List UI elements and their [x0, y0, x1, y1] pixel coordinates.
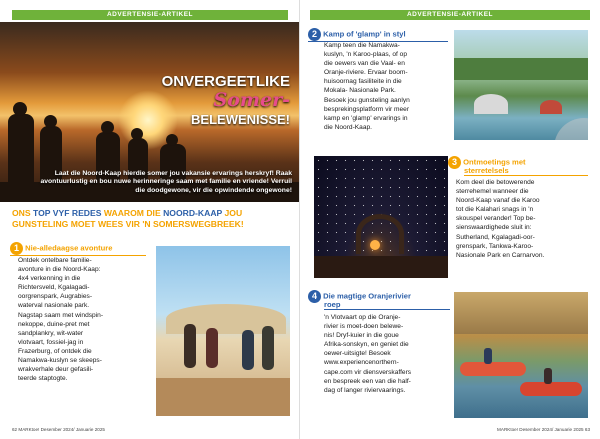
section2-line: die Noord-Kaap.	[324, 123, 373, 131]
headline-part2: TOP VYF REDES	[33, 208, 102, 218]
section1-line: nekoppe, duine-pret met	[18, 320, 90, 328]
section4-line: www.experiencenorthern-	[324, 359, 399, 367]
section3-line: sienswaardighede sluit in:	[456, 224, 532, 232]
section4-line: 'n Vlotvaart op die Oranje-	[324, 314, 401, 321]
section2-line: Besoek jou gunsteling aanlyn	[324, 96, 410, 104]
person-head	[101, 121, 114, 134]
section3-line: Nasionale Park en Carnarvon.	[456, 251, 545, 259]
section1-line: oorgrenspark, Augrabies-	[18, 293, 93, 301]
hero-sunset-photo	[0, 22, 300, 202]
section4-title-second	[324, 300, 450, 310]
section2-title-text: Kamp of 'glamp' in styl	[323, 29, 406, 39]
hero-title-line3: BELEWENISSE!	[191, 112, 290, 127]
section4-line: dag of langer riviervaarings.	[324, 386, 406, 394]
hiker-figure	[242, 330, 254, 370]
headline-part1: ONS	[12, 208, 31, 218]
section4-line: rivier is moet-doen belewe-	[324, 323, 404, 331]
section1-line: wrakverhale deur gefasili-	[18, 366, 94, 374]
hiker-figure	[206, 328, 218, 368]
section3-number-badge: 3	[448, 156, 461, 169]
treeline	[454, 58, 588, 80]
ground-dark	[314, 256, 448, 278]
section2-line: Mokala- Nasionale Park.	[324, 87, 396, 95]
section4-line: en bespreek een van die half-	[324, 377, 411, 385]
section1-line: Namakwa-kuslyn se skeeps-	[18, 357, 102, 365]
paddler-figure	[484, 348, 492, 364]
sand-ground	[156, 378, 290, 416]
raft-canoe	[460, 362, 526, 376]
section2-line: kamp en 'glamp' ervarings in	[324, 114, 408, 122]
section1-line: Frazerburg, of ontdek die	[18, 347, 92, 355]
section4-number-badge: 4	[308, 290, 321, 303]
person-head	[166, 134, 178, 146]
section4-body	[324, 313, 452, 395]
section1-line: Nagstap saam met windspin-	[18, 311, 104, 319]
river-rafting-photo	[454, 292, 588, 418]
section2-line: besprekingsplatform vir meer	[324, 105, 410, 113]
rock-arch	[356, 214, 404, 254]
section1-number-badge: 1	[10, 242, 23, 255]
headline-part5: JOU GUNSTELING MOET WEES VIR 'N SOMERSWEGBREEK!	[12, 208, 244, 229]
headline-part3: WAAROM DIE	[103, 208, 161, 218]
campfire-glow	[370, 240, 380, 250]
hiker-figure	[262, 326, 274, 370]
section2-line: Kamp teen die Namakwa-	[324, 42, 400, 49]
tent	[474, 94, 508, 114]
night-sky-photo	[314, 156, 448, 278]
section2-line: huisoornag fasiliteite in die	[324, 78, 402, 86]
section4-title-line1: Die magtige Oranjerivier	[323, 291, 411, 301]
section4-line: oewer-uitsigte! Besoek	[324, 350, 391, 358]
section4-title-line2: roep	[324, 300, 341, 309]
section3-body	[456, 178, 590, 260]
right-page	[300, 0, 600, 439]
person-head	[13, 102, 27, 116]
section3-title-line2: sterretelsels	[464, 166, 509, 175]
section2-number-badge: 2	[308, 28, 321, 41]
person-head	[131, 128, 143, 140]
headline-part4: NOORD-KAAP	[163, 208, 223, 218]
cliffs	[454, 292, 588, 334]
section3-title-second	[464, 166, 588, 176]
hikers-desert-photo	[156, 246, 290, 416]
page-curl-circle	[554, 118, 588, 140]
section1-line: 4x4 verkenning in die	[18, 275, 81, 283]
raft-canoe	[520, 382, 582, 396]
riverside-camp-photo	[454, 30, 588, 140]
section3-line: Kom deel die betowerende	[456, 179, 535, 186]
hero-title-line2: Somer-	[213, 89, 290, 111]
advert-banner-right: ADVERTENSIE-ARTIKEL	[310, 10, 590, 20]
section3-line: sterrehemel wanneer die	[456, 188, 529, 196]
section1-line: teerde staptogte.	[18, 375, 68, 383]
section3-line: Sutherland, Kgalagadi-oor-	[456, 233, 535, 241]
section1-line: Richtersveld, Kgalagadi-	[18, 284, 90, 292]
section3-line: Noord-Kaap vanaf die Karoo	[456, 197, 540, 205]
section2-line: Oranje-riviere. Ervaar boom-	[324, 69, 408, 77]
section4-line: cape.com vir diensverskaffers	[324, 368, 412, 376]
page-footer-right: MARKtoe! Desember 2024/ Januarie 2025 63	[497, 427, 590, 432]
person-head	[44, 115, 57, 128]
hero-title-line1: ONVERGEETLIKE	[161, 73, 290, 90]
section1-line: Ontdek ontelbare familie-	[18, 257, 92, 264]
section3-line: grenspark, Tankwa-Karoo-	[456, 242, 534, 250]
section1-line: waterval nasionale park.	[18, 302, 90, 310]
section3-title-line1: Ontmoetings met	[463, 157, 526, 167]
section2-body	[324, 41, 452, 132]
section1-title	[10, 242, 146, 256]
tent	[540, 100, 562, 114]
paddler-figure	[544, 368, 552, 384]
page-footer-left: 62 MARKtoe! Desember 2024/ Januarie 2025	[12, 427, 105, 432]
advert-banner-left: ADVERTENSIE-ARTIKEL	[12, 10, 288, 20]
section1-line: sandplankry, wit-water	[18, 329, 84, 337]
section2-title	[308, 28, 448, 42]
section1-line: vlotvaart, fossiel-jag in	[18, 338, 84, 346]
section2-line: kuslyn, 'n Karoo-plaas, of op	[324, 51, 407, 59]
section4-line: nis! Dryf-kuier in die goue	[324, 332, 399, 340]
section3-line: tot die Kalahari snags in 'n	[456, 206, 534, 214]
hero-intro-text: Laat die Noord-Kaap hierdie somer jou vakansie ervarings herskryf! Raak avontuurlustig en bou nuwe herinneringe saam met familie en vriende! Verruil die doodgewone, vir die opwindende ongewone!	[40, 170, 292, 194]
section1-title-text: Nie-alledaagse avonture	[25, 243, 113, 253]
section4-line: Afrika-sonskyn, en geniet die	[324, 341, 409, 349]
section3-line: skouspel verander! Top be-	[456, 215, 536, 223]
section2-line: die oewers van die Vaal- en	[324, 60, 405, 68]
section1-body	[18, 256, 154, 383]
article-headline	[12, 208, 290, 229]
hiker-figure	[184, 324, 196, 368]
section1-line: avonture in die Noord-Kaap:	[18, 266, 101, 274]
